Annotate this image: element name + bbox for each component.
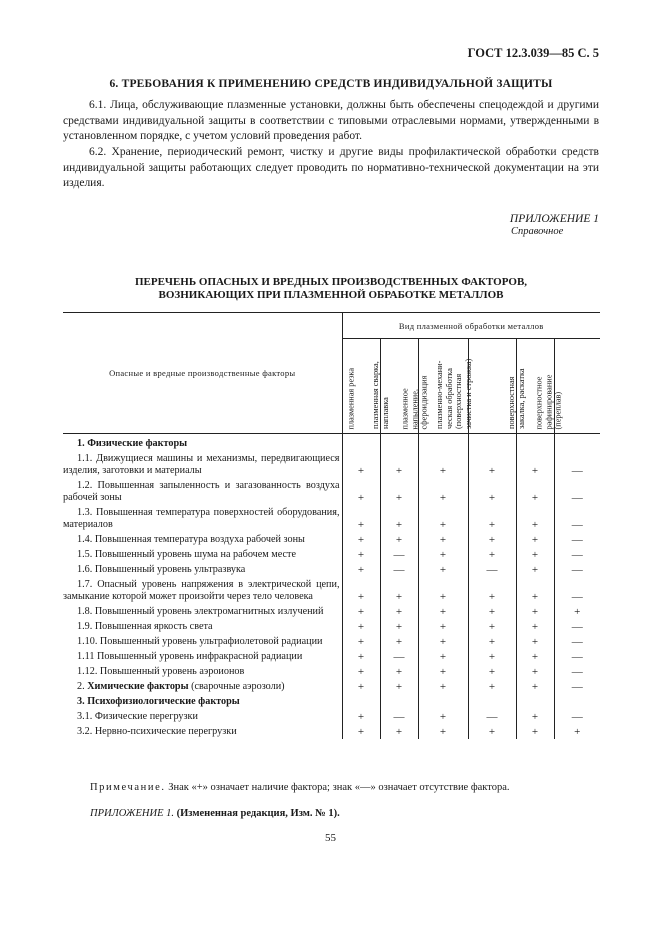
factor-label: 1.4. Повышенная температура воздуха рабочей зоны [63,532,342,547]
factor-mark: + [468,634,516,649]
factor-mark: + [342,562,380,577]
factor-mark: + [342,664,380,679]
factor-mark: + [380,478,418,505]
factor-mark: + [516,562,554,577]
factor-mark: + [342,649,380,664]
factor-mark [418,694,468,709]
table-row [63,547,600,562]
table-row [63,604,600,619]
factor-mark: + [418,577,468,604]
factor-label: 1.11 Повышенный уровень инфракрасной радиации [63,649,342,664]
column-header-text: плазменная сварка, наплавка [370,361,389,429]
table-title-line-1: ПЕРЕЧЕНЬ ОПАСНЫХ И ВРЕДНЫХ ПРОИЗВОДСТВЕННЫХ ФАКТОРОВ, [134,276,528,288]
factor-mark: + [516,724,554,739]
table-row [63,532,600,547]
factor-mark: + [380,577,418,604]
column-header-text: плазменно-механи- ческая обработка (поверхностная зачистка и строжка) [435,358,473,429]
factor-mark: + [380,664,418,679]
section-title: 6. ТРЕБОВАНИЯ К ПРИМЕНЕНИЮ СРЕДСТВ ИНДИВИДУАЛЬНОЙ ЗАЩИТЫ [109,78,553,90]
column-header-6 [534,339,600,434]
factor-mark: + [516,679,554,694]
factor-mark: + [516,505,554,532]
factor-mark: — [571,549,583,561]
factor-mark: — [571,636,583,648]
table-row [63,679,600,694]
factor-mark: + [574,606,581,618]
factor-mark: + [468,532,516,547]
factor-mark: + [418,724,468,739]
table-row [63,664,600,679]
factor-mark: — [571,666,583,678]
factor-mark: + [342,532,380,547]
paragraph-6-1-text: 6.1. Лица, обслуживающие плазменные установки, должны быть обеспечены спецодеждой и другими средствами индивидуальной защиты в соответствии с типовыми отраслевыми нормами, утвержденными в установленном порядке, с учетом условий проведения работ. [63,99,599,142]
factor-mark [554,694,600,709]
factor-mark: + [342,724,380,739]
table-note [90,782,510,793]
factor-label: 1.2. Повышенная запыленность и загазованность воздуха рабочей зоны [63,478,342,505]
factor-mark: + [516,451,554,478]
factor-mark: — [380,547,418,562]
factor-label: 2. Химические факторы (сварочные аэрозоли) [63,679,342,694]
factor-mark: + [574,726,581,738]
appendix-amendment-note [90,808,340,819]
factor-mark: + [380,505,418,532]
factor-mark: + [342,478,380,505]
factor-mark [380,694,418,709]
column-header-text: плазменная резка [346,367,356,429]
factor-mark: — [571,621,583,633]
factor-label: 1.6. Повышенный уровень ультразвука [63,562,342,577]
factor-mark: + [342,505,380,532]
factor-mark: + [468,451,516,478]
factor-mark: + [342,634,380,649]
factors-table [63,312,600,739]
table-row [63,577,600,604]
factor-mark: + [342,547,380,562]
factor-mark: + [516,664,554,679]
factor-mark: + [418,562,468,577]
factor-mark: — [571,711,583,723]
table-row [63,724,600,739]
table-row [63,478,600,505]
page-header: ГОСТ 12.3.039—85 С. 5 [467,46,599,60]
factor-label: 1.8. Повышенный уровень электромагнитных излучений [63,604,342,619]
factor-mark: + [516,478,554,505]
factor-mark: + [418,634,468,649]
factor-label: 1.10. Повышенный уровень ультрафиолетовой радиации [63,634,342,649]
factor-mark [554,434,600,452]
factor-mark: + [418,478,468,505]
factor-mark: + [342,451,380,478]
table-row [63,619,600,634]
factor-mark [342,434,380,452]
factor-mark: — [571,534,583,546]
table-title-line-2: ВОЗНИКАЮЩИХ ПРИ ПЛАЗМЕННОЙ ОБРАБОТКЕ МЕТАЛЛОВ [158,289,504,301]
factor-mark: + [380,619,418,634]
factor-mark: — [571,681,583,693]
factor-mark: — [468,709,516,724]
factors-column-header: Опасные и вредные производственные факторы [63,313,342,434]
factor-mark: + [418,664,468,679]
factor-mark: + [468,664,516,679]
factor-mark: + [516,547,554,562]
appendix-label: ПРИЛОЖЕНИЕ 1 [509,213,599,225]
factor-mark: + [468,604,516,619]
factor-mark: + [342,619,380,634]
factor-label: 3.1. Физические перегрузки [63,709,342,724]
factor-mark: + [380,451,418,478]
factor-mark [380,434,418,452]
factor-mark: + [380,532,418,547]
table-row [63,505,600,532]
factor-mark: — [571,492,583,504]
factor-mark: + [380,679,418,694]
column-header-text: поверхностное рафинирование (переплав) [534,374,563,429]
factor-mark: + [418,604,468,619]
column-header-text: поверхностная закалка, раскатка [506,368,525,429]
factor-mark [468,434,516,452]
table-row [63,694,600,709]
factor-mark: — [468,562,516,577]
table-row [63,634,600,649]
factor-mark: + [516,532,554,547]
factor-mark: + [418,679,468,694]
factor-mark: — [571,564,583,576]
factor-mark: + [516,604,554,619]
factor-mark: + [380,724,418,739]
factor-mark: + [418,619,468,634]
table-row [63,434,600,452]
factor-mark: + [342,604,380,619]
table-row [63,709,600,724]
page-number: 55 [325,832,336,844]
table-title [63,276,599,302]
table-row [63,451,600,478]
factor-mark [468,694,516,709]
table-row [63,649,600,664]
factor-mark [516,434,554,452]
factor-mark: — [571,519,583,531]
factor-mark: + [342,679,380,694]
paragraph-6-2-text: 6.2. Хранение, периодический ремонт, чистку и другие виды профилактической обработки средств индивидуальной защиты работающих следует проводить по нормативно-технической документации на эти изделия. [63,146,599,189]
factor-mark [342,694,380,709]
note-text: Знак «+» означает наличие фактора; знак «—» означает отсутствие фактора. [168,782,510,793]
factor-mark: + [516,634,554,649]
factor-label: 1.12. Повышенный уровень аэроионов [63,664,342,679]
factor-mark: + [418,532,468,547]
factor-mark: + [468,577,516,604]
amendment-label: ПРИЛОЖЕНИЕ 1. [90,808,174,819]
factor-mark: + [516,577,554,604]
factor-mark: + [468,619,516,634]
factor-label: 1.5. Повышенный уровень шума на рабочем месте [63,547,342,562]
factor-mark: — [571,591,583,603]
table-row [63,562,600,577]
factor-mark: + [418,451,468,478]
amendment-text: (Измененная редакция, Изм. № 1). [176,808,340,819]
factor-mark: + [418,505,468,532]
appendix-subtitle: Справочное [511,226,564,237]
factor-mark: — [380,709,418,724]
paragraph-6-2 [63,145,599,192]
factor-label: 1.1. Движущиеся машины и механизмы, передвигающиеся изделия, заготовки и материалы [63,451,342,478]
factor-mark: + [468,478,516,505]
factor-mark: + [418,649,468,664]
factor-label: 3.2. Нервно-психические перегрузки [63,724,342,739]
paragraph-6-1 [63,98,599,145]
factor-mark: + [468,724,516,739]
factor-mark: — [380,649,418,664]
factor-mark [418,434,468,452]
factor-mark: + [342,577,380,604]
factor-mark: + [468,649,516,664]
factor-mark: — [380,562,418,577]
factor-mark: + [342,709,380,724]
factor-mark: + [418,709,468,724]
factor-label: 1.9. Повышенная яркость света [63,619,342,634]
factor-mark: + [380,634,418,649]
factor-mark [516,694,554,709]
processing-types-header: Вид плазменной обработки металлов [342,313,600,339]
note-lead: Примечание. [90,782,166,793]
factor-mark: + [418,547,468,562]
factor-mark: + [516,709,554,724]
factor-mark: + [516,649,554,664]
factor-mark: + [516,619,554,634]
factor-mark: + [468,505,516,532]
factor-mark: + [468,679,516,694]
factor-mark: + [380,604,418,619]
column-header-text: плазменное напыление, сфероидизация [400,375,429,429]
factor-label: 1.7. Опасный уровень напряжения в электрической цепи, замыкание которой может произойти через тело человека [63,577,342,604]
factor-mark: — [571,465,583,477]
factor-label: 1.3. Повышенная температура поверхностей оборудования, материалов [63,505,342,532]
factor-mark: + [468,547,516,562]
factor-label: 3. Психофизиологические факторы [63,694,342,709]
factor-mark: — [571,651,583,663]
factor-label: 1. Физические факторы [63,434,342,452]
